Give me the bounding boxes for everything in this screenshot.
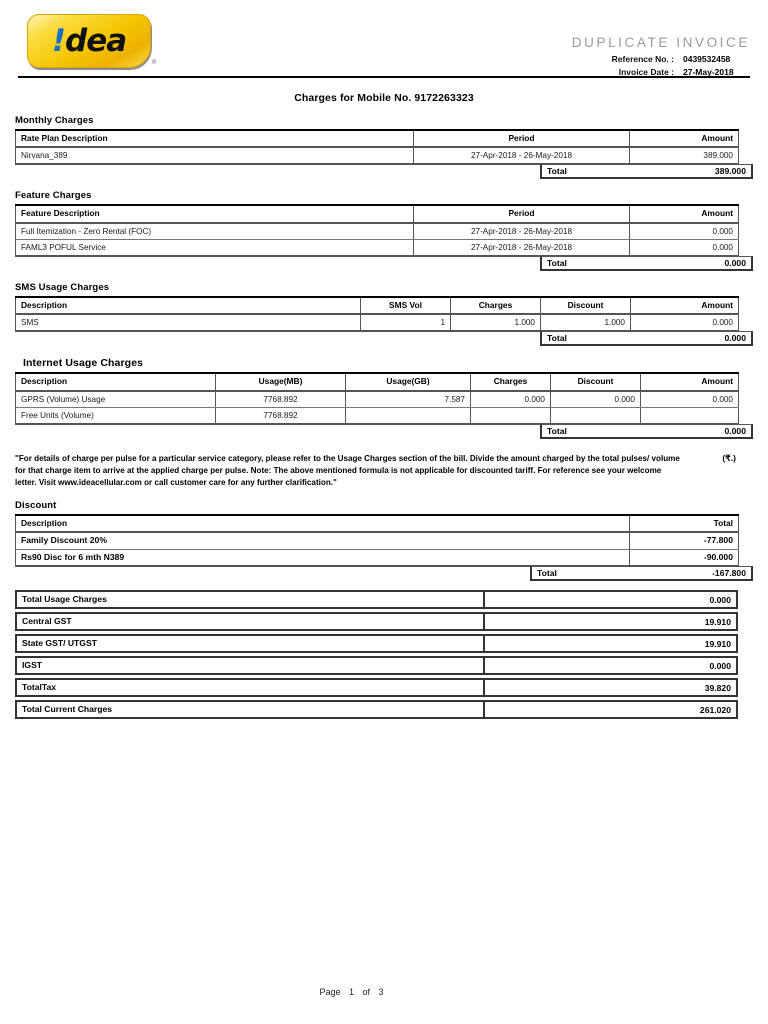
cell-description: GPRS (Volume) Usage bbox=[16, 391, 216, 408]
footer-of-word: of bbox=[362, 987, 371, 997]
cell-amount: 389.000 bbox=[630, 147, 739, 164]
summary-value: 0.000 bbox=[709, 660, 731, 671]
cell-description: SMS bbox=[16, 314, 361, 331]
total-value: 0.000 bbox=[724, 425, 746, 436]
cell-description: Rs90 Disc for 6 mth N389 bbox=[16, 549, 630, 566]
document-meta bbox=[572, 36, 750, 77]
column-header: Period bbox=[414, 205, 630, 222]
column-header: Amount bbox=[641, 373, 739, 390]
summary-block bbox=[15, 590, 738, 719]
cell-usage-gb: 7.587 bbox=[346, 391, 471, 408]
column-header: SMS Vol bbox=[361, 297, 451, 314]
sms-usage-total-strip bbox=[15, 331, 753, 346]
footer-page-number: 1 bbox=[348, 987, 354, 997]
cell-charges bbox=[471, 407, 551, 424]
monthly-charges-table bbox=[15, 129, 739, 165]
table-row bbox=[16, 147, 739, 164]
table-row bbox=[16, 239, 739, 256]
table-header-row bbox=[16, 297, 739, 314]
cell-charges: 1.000 bbox=[451, 314, 541, 331]
logo-exclamation-icon: ! bbox=[51, 22, 65, 59]
cell-discount: 1.000 bbox=[541, 314, 631, 331]
total-box bbox=[540, 424, 753, 439]
table-row bbox=[16, 391, 739, 408]
column-header: Amount bbox=[630, 130, 739, 147]
column-header: Amount bbox=[631, 297, 739, 314]
summary-value: 0.000 bbox=[709, 594, 731, 605]
section-sms-usage-charges bbox=[15, 282, 753, 346]
summary-label: State GST/ UTGST bbox=[17, 636, 485, 651]
column-header: Total bbox=[630, 515, 739, 532]
reference-number-row bbox=[572, 54, 750, 64]
logo-inner bbox=[28, 15, 150, 67]
section-monthly-charges bbox=[15, 115, 753, 179]
section-discount bbox=[15, 500, 753, 582]
total-box bbox=[530, 566, 753, 581]
summary-label: Total Current Charges bbox=[17, 702, 485, 717]
currency-note: (₹.) bbox=[722, 452, 736, 463]
page-title: Charges for Mobile No. 9172263323 bbox=[294, 92, 474, 104]
internet-usage-charges-table bbox=[15, 372, 739, 424]
reference-number-label: Reference No. : bbox=[611, 53, 674, 64]
table-header-row bbox=[16, 205, 739, 222]
section-title-internet-usage-charges: Internet Usage Charges bbox=[23, 357, 144, 370]
footer-total-pages: 3 bbox=[378, 987, 384, 997]
column-header: Feature Description bbox=[16, 205, 414, 222]
summary-value: 261.020 bbox=[699, 704, 731, 715]
cell-usage-gb bbox=[346, 407, 471, 424]
cell-amount: 0.000 bbox=[630, 223, 739, 240]
summary-row-state-gst bbox=[15, 634, 738, 653]
section-internet-usage-charges bbox=[15, 357, 753, 438]
total-value: 0.000 bbox=[724, 333, 746, 344]
column-header: Usage(MB) bbox=[216, 373, 346, 390]
summary-label: Total Usage Charges bbox=[17, 592, 485, 607]
total-label: Total bbox=[547, 425, 567, 436]
total-value: 0.000 bbox=[724, 257, 746, 268]
table-header-row bbox=[16, 130, 739, 147]
cell-sms-vol: 1 bbox=[361, 314, 451, 331]
discount-total-strip bbox=[15, 566, 753, 581]
total-value: -167.800 bbox=[712, 568, 746, 579]
logo-text: dea bbox=[65, 22, 127, 59]
summary-row-igst bbox=[15, 656, 738, 675]
section-title-discount: Discount bbox=[15, 499, 57, 511]
summary-value: 19.910 bbox=[704, 638, 731, 649]
column-header: Usage(GB) bbox=[346, 373, 471, 390]
invoice-body bbox=[0, 115, 768, 719]
column-header: Charges bbox=[471, 373, 551, 390]
cell-amount: 0.000 bbox=[630, 239, 739, 256]
invoice-header bbox=[0, 0, 768, 78]
reference-number-value: 0439532458 bbox=[683, 53, 731, 64]
total-label: Total bbox=[547, 333, 567, 344]
column-header: Discount bbox=[541, 297, 631, 314]
invoice-date-label: Invoice Date : bbox=[618, 66, 674, 77]
sms-usage-charges-table bbox=[15, 296, 739, 332]
column-header: Description bbox=[16, 373, 216, 390]
feature-charges-total-strip bbox=[15, 256, 753, 271]
summary-label: TotalTax bbox=[17, 680, 485, 695]
summary-row-total-tax bbox=[15, 678, 738, 697]
disclaimer-text: "For details of charge per pulse for a particular service category, please refer to the Usage Charges section of the bill. Divide the amount charged by the total pulses/ volume for that charge item to arrive at the applied charge per pulse. Note: The above mentioned formula is not applicable for discounted tariff. For reference see your welcome letter. Visit www.ideacellular.com or call customer care for any further clarification." bbox=[15, 453, 680, 487]
total-box bbox=[540, 164, 753, 179]
idea-logo bbox=[27, 14, 151, 68]
feature-charges-table bbox=[15, 204, 739, 256]
cell-period: 27-Apr-2018 - 26-May-2018 bbox=[414, 147, 630, 164]
summary-row-total-usage-charges bbox=[15, 590, 738, 609]
header-divider bbox=[18, 76, 750, 78]
internet-usage-total-strip bbox=[15, 424, 753, 439]
cell-description: FAML3 POFUL Service bbox=[16, 239, 414, 256]
summary-row-total-current-charges bbox=[15, 700, 738, 719]
column-header: Description bbox=[16, 297, 361, 314]
section-title-sms-usage-charges: SMS Usage Charges bbox=[15, 281, 110, 293]
summary-value: 19.910 bbox=[704, 616, 731, 627]
table-row bbox=[16, 314, 739, 331]
footer-page-word: Page bbox=[319, 987, 341, 997]
section-feature-charges bbox=[15, 190, 753, 270]
column-header: Amount bbox=[630, 205, 739, 222]
table-header-row bbox=[16, 515, 739, 532]
registered-trademark-icon: ® bbox=[152, 60, 157, 66]
total-value: 389.000 bbox=[714, 166, 746, 177]
cell-amount bbox=[641, 407, 739, 424]
table-row bbox=[16, 223, 739, 240]
page-footer bbox=[0, 987, 768, 997]
cell-usage-mb: 7768.892 bbox=[216, 407, 346, 424]
summary-label: Central GST bbox=[17, 614, 485, 629]
cell-total: -77.800 bbox=[630, 532, 739, 549]
column-header: Charges bbox=[451, 297, 541, 314]
total-box bbox=[540, 331, 753, 346]
logo-wordmark bbox=[51, 22, 127, 59]
section-title-feature-charges: Feature Charges bbox=[15, 190, 92, 202]
summary-value: 39.820 bbox=[704, 682, 731, 693]
table-row bbox=[16, 549, 739, 566]
discount-table bbox=[15, 514, 739, 568]
total-label: Total bbox=[547, 166, 567, 177]
cell-description: Free Units (Volume) bbox=[16, 407, 216, 424]
cell-charges: 0.000 bbox=[471, 391, 551, 408]
summary-row-central-gst bbox=[15, 612, 738, 631]
section-title-monthly-charges: Monthly Charges bbox=[15, 115, 94, 126]
table-row bbox=[16, 532, 739, 549]
cell-amount: 0.000 bbox=[631, 314, 739, 331]
cell-period: 27-Apr-2018 - 26-May-2018 bbox=[414, 223, 630, 240]
cell-discount: 0.000 bbox=[551, 391, 641, 408]
disclaimer-block bbox=[15, 453, 738, 489]
invoice-date-value: 27-May-2018 bbox=[683, 66, 734, 77]
cell-description: Nirvana_389 bbox=[16, 147, 414, 164]
cell-description: Full Itemization - Zero Rental (FOC) bbox=[16, 223, 414, 240]
total-box bbox=[540, 256, 753, 271]
duplicate-invoice-title: DUPLICATE INVOICE bbox=[571, 35, 750, 50]
column-header: Discount bbox=[551, 373, 641, 390]
column-header: Rate Plan Description bbox=[16, 130, 414, 147]
cell-usage-mb: 7768.892 bbox=[216, 391, 346, 408]
table-row bbox=[16, 407, 739, 424]
cell-period: 27-Apr-2018 - 26-May-2018 bbox=[414, 239, 630, 256]
cell-amount: 0.000 bbox=[641, 391, 739, 408]
cell-total: -90.000 bbox=[630, 549, 739, 566]
total-label: Total bbox=[537, 568, 557, 579]
monthly-charges-total-strip bbox=[15, 164, 753, 179]
summary-label: IGST bbox=[17, 658, 485, 673]
cell-description: Family Discount 20% bbox=[16, 532, 630, 549]
table-header-row bbox=[16, 373, 739, 390]
total-label: Total bbox=[547, 257, 567, 268]
column-header: Period bbox=[414, 130, 630, 147]
cell-discount bbox=[551, 407, 641, 424]
column-header: Description bbox=[16, 515, 630, 532]
